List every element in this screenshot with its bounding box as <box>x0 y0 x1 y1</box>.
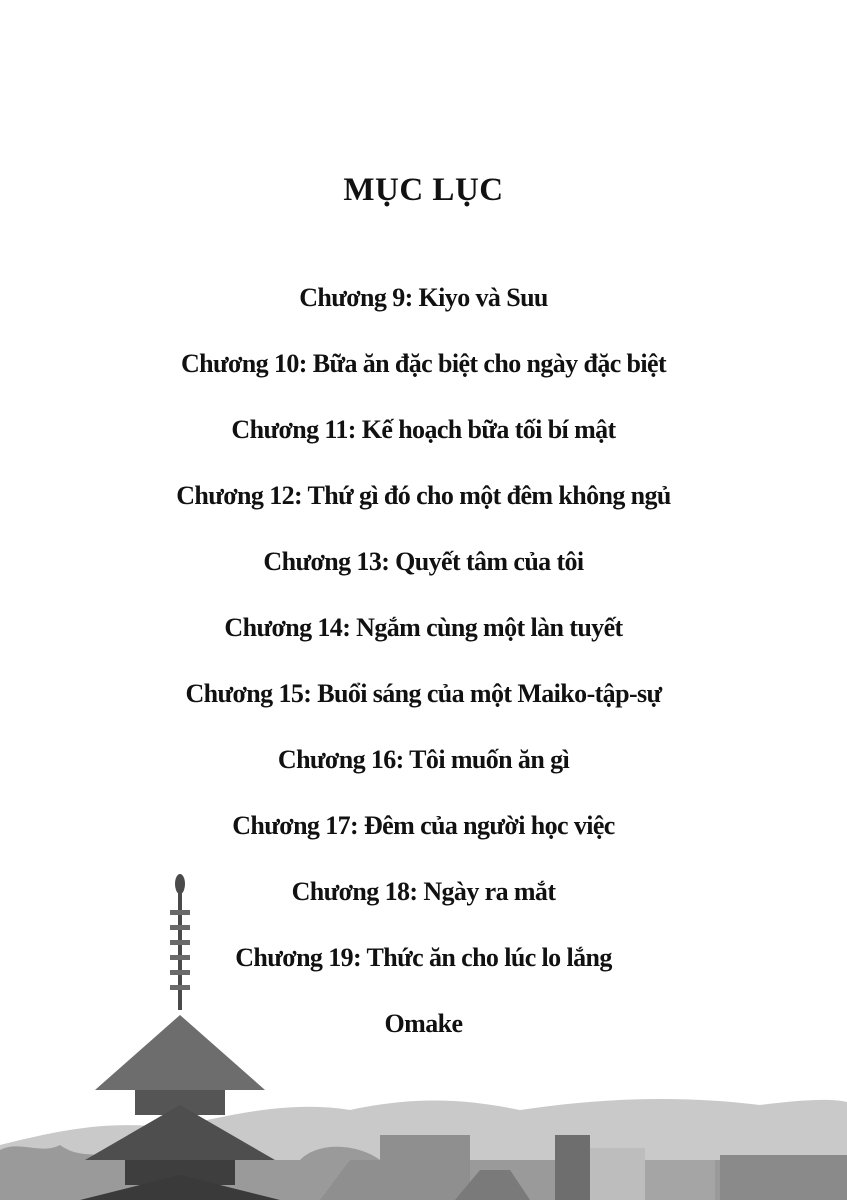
toc-entry-chapter-12: Chương 12: Thứ gì đó cho một đêm không ngủ <box>176 481 671 510</box>
toc-entry-chapter-10: Chương 10: Bữa ăn đặc biệt cho ngày đặc biệt <box>180 349 667 378</box>
toc-entry-chapter-14: Chương 14: Ngắm cùng một làn tuyết <box>224 613 623 642</box>
toc-entry-chapter-16: Chương 16: Tôi muốn ăn gì <box>277 745 570 774</box>
toc-entry-chapter-13: Chương 13: Quyết tâm của tôi <box>263 547 584 576</box>
toc-entry-omake: Omake <box>384 1009 463 1038</box>
toc-entry-chapter-9: Chương 9: Kiyo và Suu <box>299 283 548 312</box>
toc-entry-chapter-15: Chương 15: Buổi sáng của một Maiko-tập-sự <box>185 679 662 708</box>
toc-entry-chapter-18: Chương 18: Ngày ra mắt <box>291 877 556 906</box>
toc-entry-chapter-19: Chương 19: Thức ăn cho lúc lo lắng <box>235 943 612 972</box>
page-title: MỤC LỤC <box>343 172 504 208</box>
kyoto-pagoda-illustration <box>0 860 847 1200</box>
pagoda <box>80 874 280 1200</box>
toc-entry-chapter-11: Chương 11: Kế hoạch bữa tối bí mật <box>231 415 616 444</box>
toc-entry-chapter-17: Chương 17: Đêm của người học việc <box>232 811 615 840</box>
